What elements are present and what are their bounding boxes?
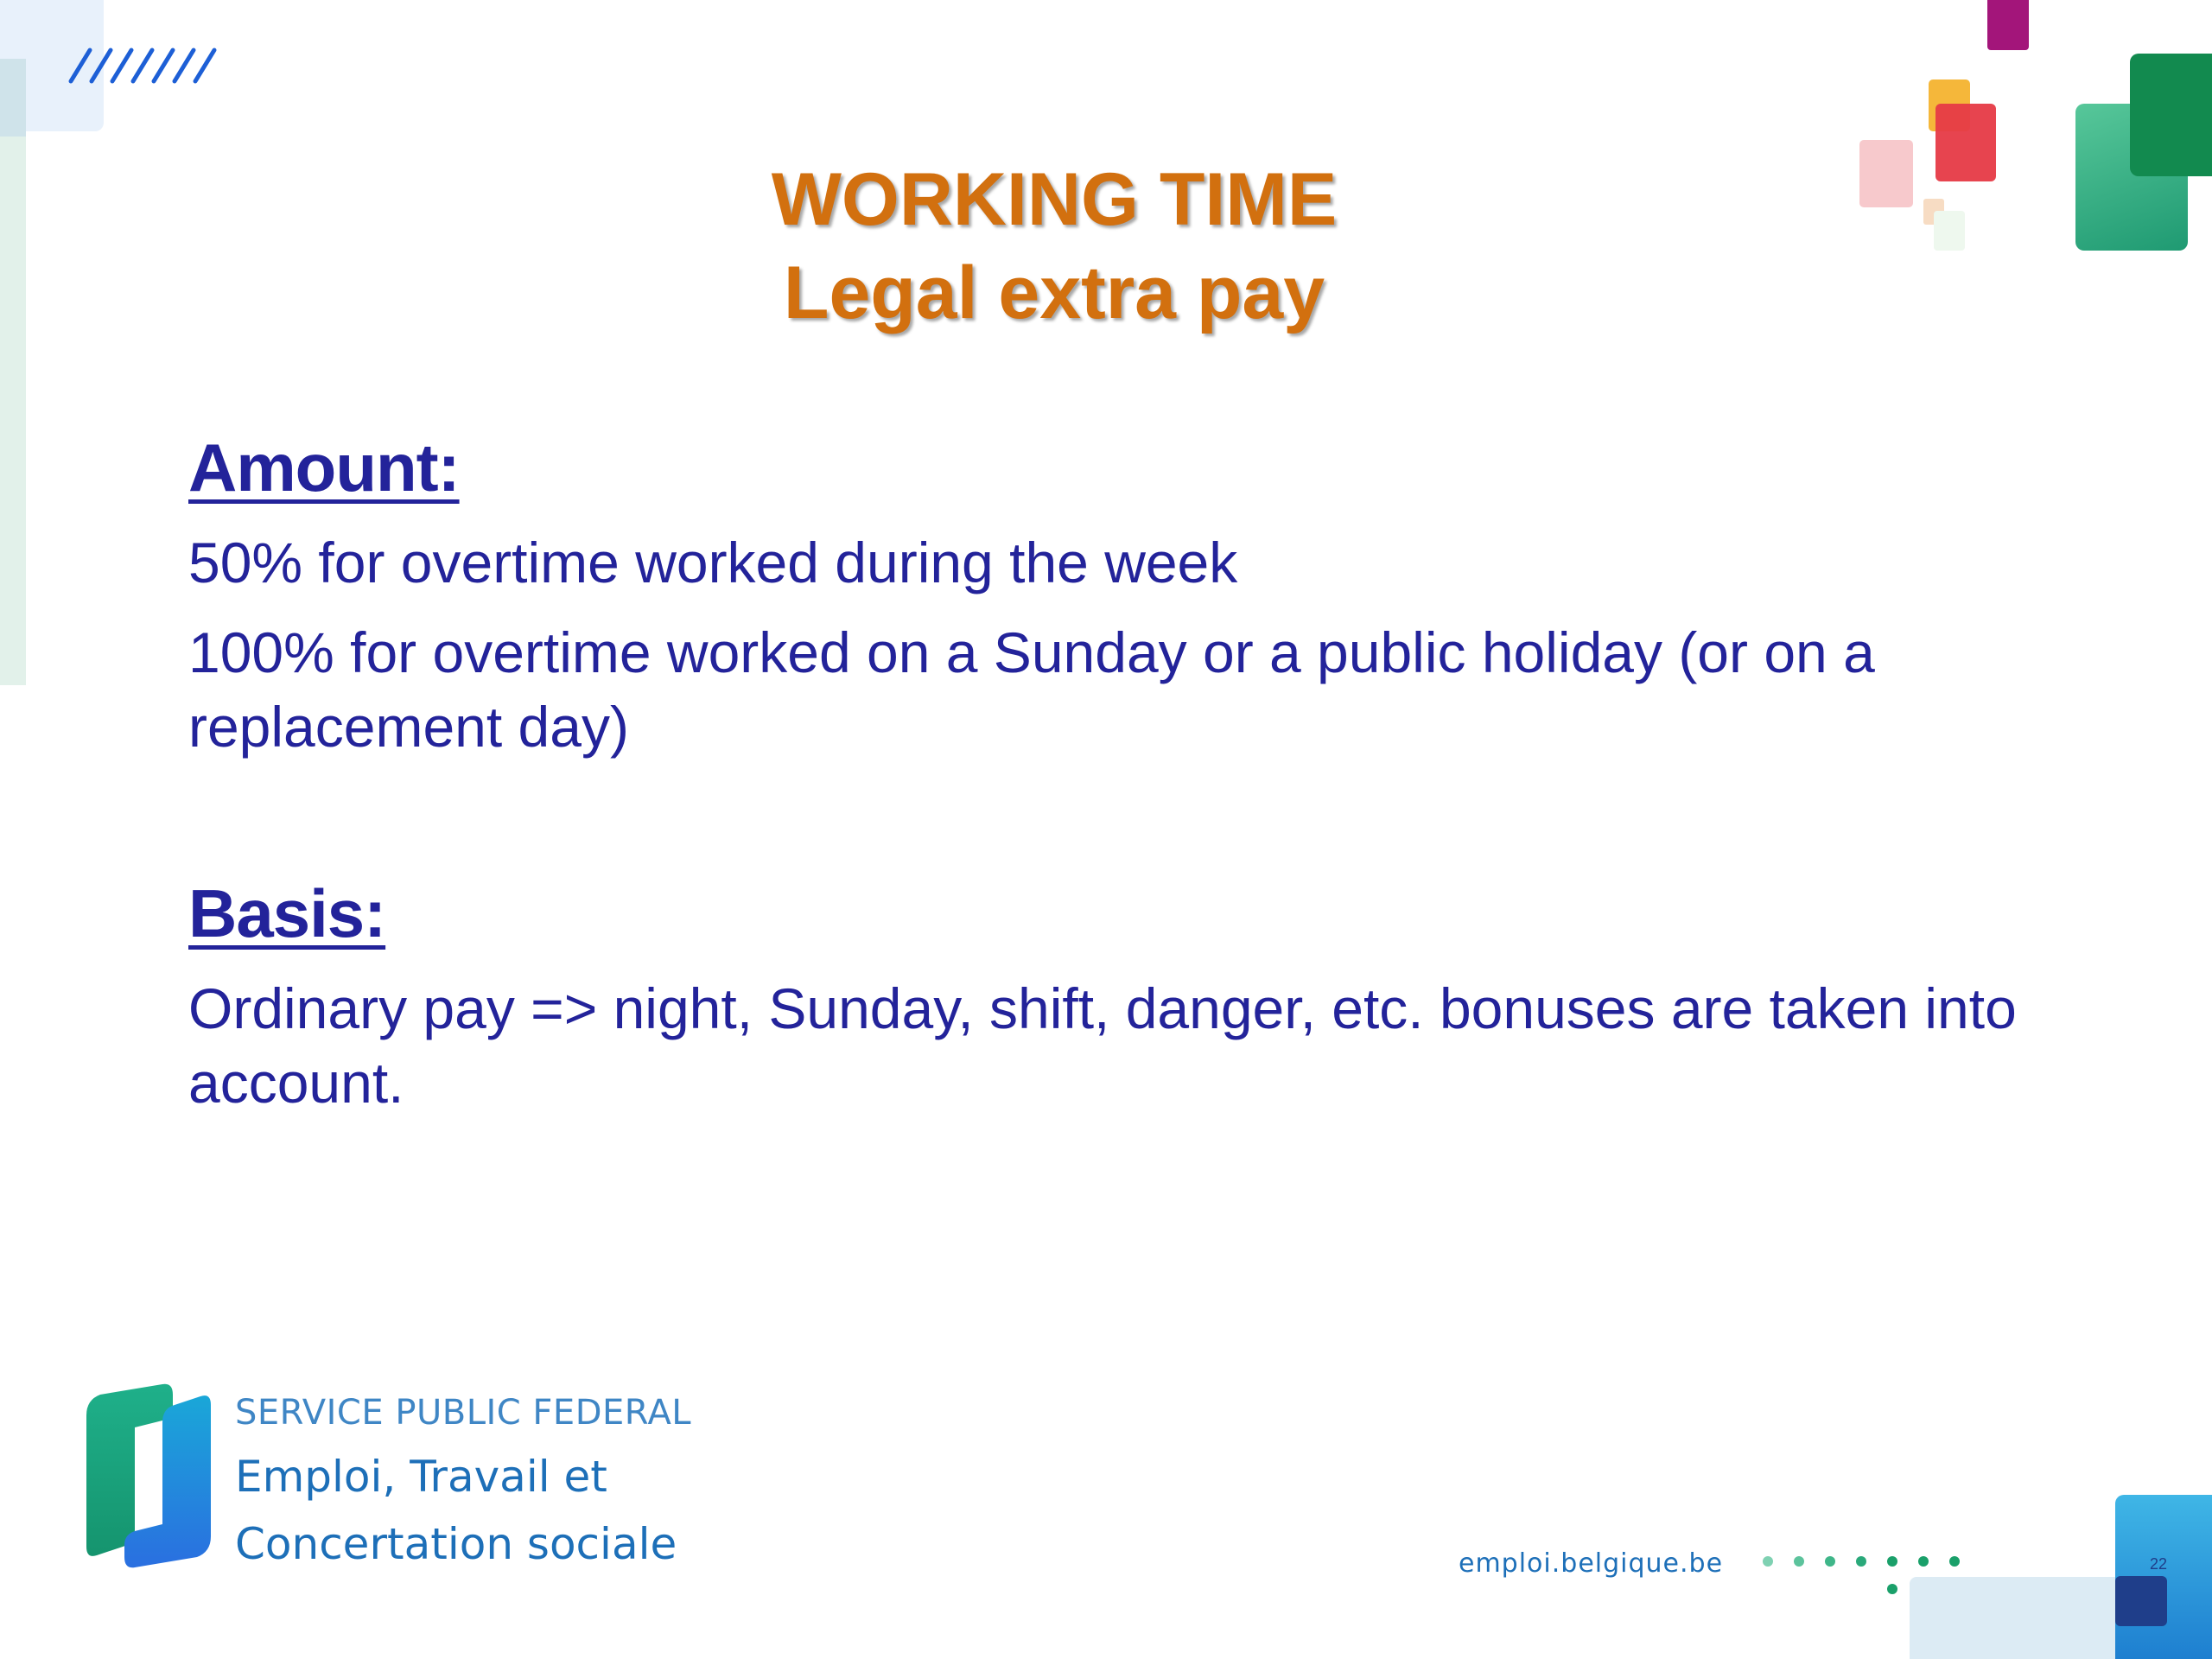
- left-side-strip: [0, 59, 26, 685]
- decorative-square-navy: [2115, 1576, 2167, 1626]
- hatch-lines-decoration: [67, 45, 227, 85]
- basis-text: Ordinary pay => night, Sunday, shift, danger, etc. bonuses are taken into account.: [188, 976, 2017, 1115]
- decorative-square-magenta: [1987, 0, 2029, 50]
- slide-title: WORKING TIME: [771, 158, 1338, 241]
- spf-logo-icon: [83, 1382, 214, 1569]
- decorative-square-dark-green: [2130, 54, 2212, 176]
- page-number: 22: [2150, 1555, 2168, 1573]
- amount-item-sunday-holiday: 100% for overtime worked on a Sunday or a public holiday (or on a replacement day): [188, 620, 1875, 759]
- left-side-strip-accent: [0, 59, 26, 137]
- org-line-3: Concertation sociale: [235, 1519, 677, 1569]
- org-line-2: Emploi, Travail et: [235, 1452, 607, 1502]
- amount-heading: Amount:: [188, 429, 460, 505]
- basis-heading: Basis:: [188, 875, 386, 951]
- slide-subtitle: Legal extra pay: [783, 251, 1325, 334]
- website-url: emploi.belgique.be: [1459, 1548, 1724, 1579]
- amount-item-weekday: 50% for overtime worked during the week: [188, 531, 1238, 594]
- org-line-1: SERVICE PUBLIC FEDERAL: [235, 1393, 692, 1433]
